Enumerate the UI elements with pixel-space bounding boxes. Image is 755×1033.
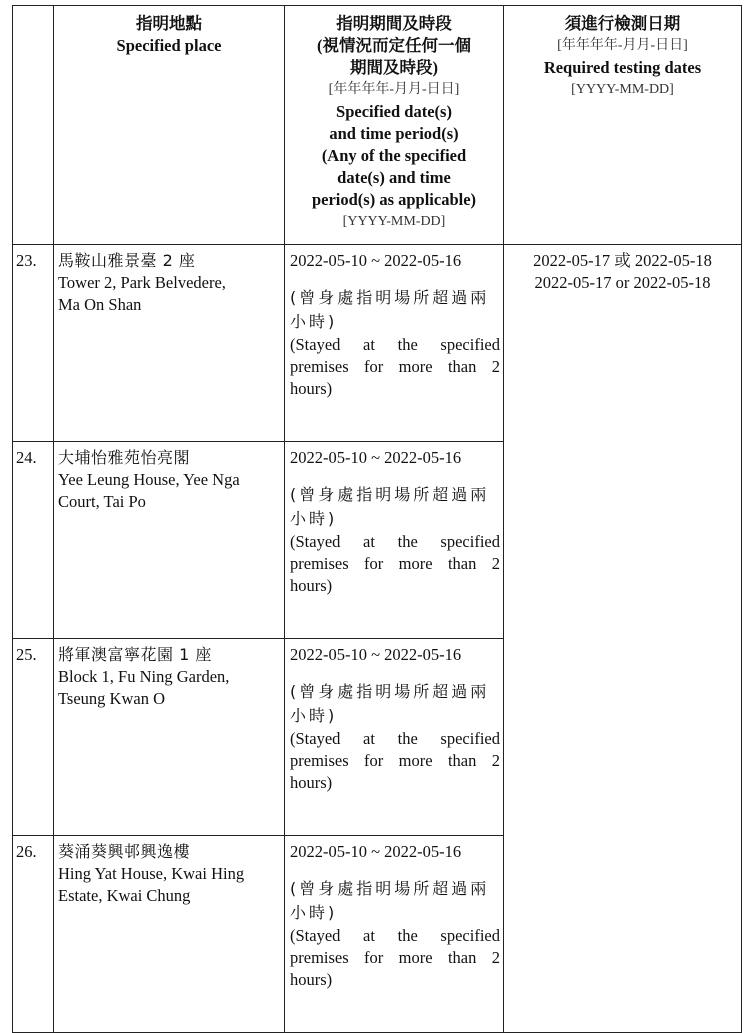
stay-en-1: (Stayed at the specified [290,335,500,354]
period-range: 2022-05-10 ~ 2022-05-16 [290,645,462,664]
row-period [285,639,504,836]
header-place-zh: 指明地點 [136,14,202,33]
place-zh: 大埔怡雅苑怡亮閣 [58,448,191,467]
testing-dates-cell [504,245,742,1033]
stay-zh-2: 小時) [290,312,338,331]
row-place [54,639,285,836]
place-en-2: Estate, Kwai Chung [58,886,191,905]
place-en-1: Block 1, Fu Ning Garden, [58,667,230,686]
header-period-en-3: (Any of the specified [321,146,467,165]
row-place [54,836,285,1033]
stay-zh-2: 小時) [290,509,338,528]
header-test-format-en: [YYYY-MM-DD] [571,82,674,97]
row-period [285,245,504,442]
table-row [13,245,742,442]
header-test-zh: 須進行檢測日期 [564,14,681,33]
period-range: 2022-05-10 ~ 2022-05-16 [290,842,462,861]
header-period-en-2: and time period(s) [329,124,459,143]
place-en-1: Yee Leung House, Yee Nga [58,470,240,489]
row-period [285,442,504,639]
row-period [285,836,504,1033]
header-test-en: Required testing dates [543,58,702,77]
header-period-zh-3: 期間及時段) [350,58,438,77]
header-period-en-5: period(s) as applicable) [311,190,477,209]
header-test-format-zh: [年年年年-月月-日日] [557,38,688,53]
period-range: 2022-05-10 ~ 2022-05-16 [290,251,462,270]
stay-en-3: hours) [290,576,333,595]
header-testing-cell [504,6,742,245]
row-index: 26. [13,836,54,1033]
stay-zh-2: 小時) [290,903,338,922]
period-range: 2022-05-10 ~ 2022-05-16 [290,448,462,467]
stay-en-1: (Stayed at the specified [290,729,500,748]
stay-en-2: premises for more than 2 [290,948,500,967]
stay-en-1: (Stayed at the specified [290,926,500,945]
testing-dates-en: 2022-05-17 or 2022-05-18 [534,273,711,292]
stay-en-2: premises for more than 2 [290,554,500,573]
stay-en-2: premises for more than 2 [290,357,500,376]
stay-zh-1: (曾身處指明場所超過兩 [290,879,490,898]
stay-en-2: premises for more than 2 [290,751,500,770]
place-en-2: Tseung Kwan O [58,689,165,708]
stay-en-3: hours) [290,773,333,792]
stay-zh-1: (曾身處指明場所超過兩 [290,485,490,504]
place-en-2: Court, Tai Po [58,492,146,511]
testing-dates-zh: 2022-05-17 或 2022-05-18 [533,251,712,270]
stay-zh-2: 小時) [290,706,338,725]
specified-places-table [12,5,742,1033]
header-period-en-4: date(s) and time [337,168,451,187]
header-place-cell [54,6,285,245]
stay-en-3: hours) [290,379,333,398]
stay-zh-1: (曾身處指明場所超過兩 [290,682,490,701]
header-period-zh-1: 指明期間及時段 [336,14,452,33]
header-period-zh-2: (視情況而定任何一個 [317,36,471,55]
place-zh: 葵涌葵興邨興逸樓 [58,842,191,861]
header-period-format-en: [YYYY-MM-DD] [342,214,446,229]
row-index: 24. [13,442,54,639]
place-zh: 將軍澳富寧花園 1 座 [58,645,212,664]
header-place-en: Specified place [116,36,222,55]
stay-en-1: (Stayed at the specified [290,532,500,551]
row-index: 23. [13,245,54,442]
header-period-en-1: Specified date(s) [336,102,452,121]
place-en-2: Ma On Shan [58,295,142,314]
place-en-1: Hing Yat House, Kwai Hing [58,864,245,883]
table-header-row [13,6,742,245]
header-period-cell [285,6,504,245]
row-index: 25. [13,639,54,836]
place-zh: 馬鞍山雅景臺 2 座 [58,251,196,270]
stay-zh-1: (曾身處指明場所超過兩 [290,288,490,307]
header-period-format-zh: [年年年年-月月-日日] [328,82,460,97]
stay-en-3: hours) [290,970,333,989]
row-place [54,245,285,442]
header-index-cell [13,6,54,245]
place-en-1: Tower 2, Park Belvedere, [58,273,226,292]
row-place [54,442,285,639]
